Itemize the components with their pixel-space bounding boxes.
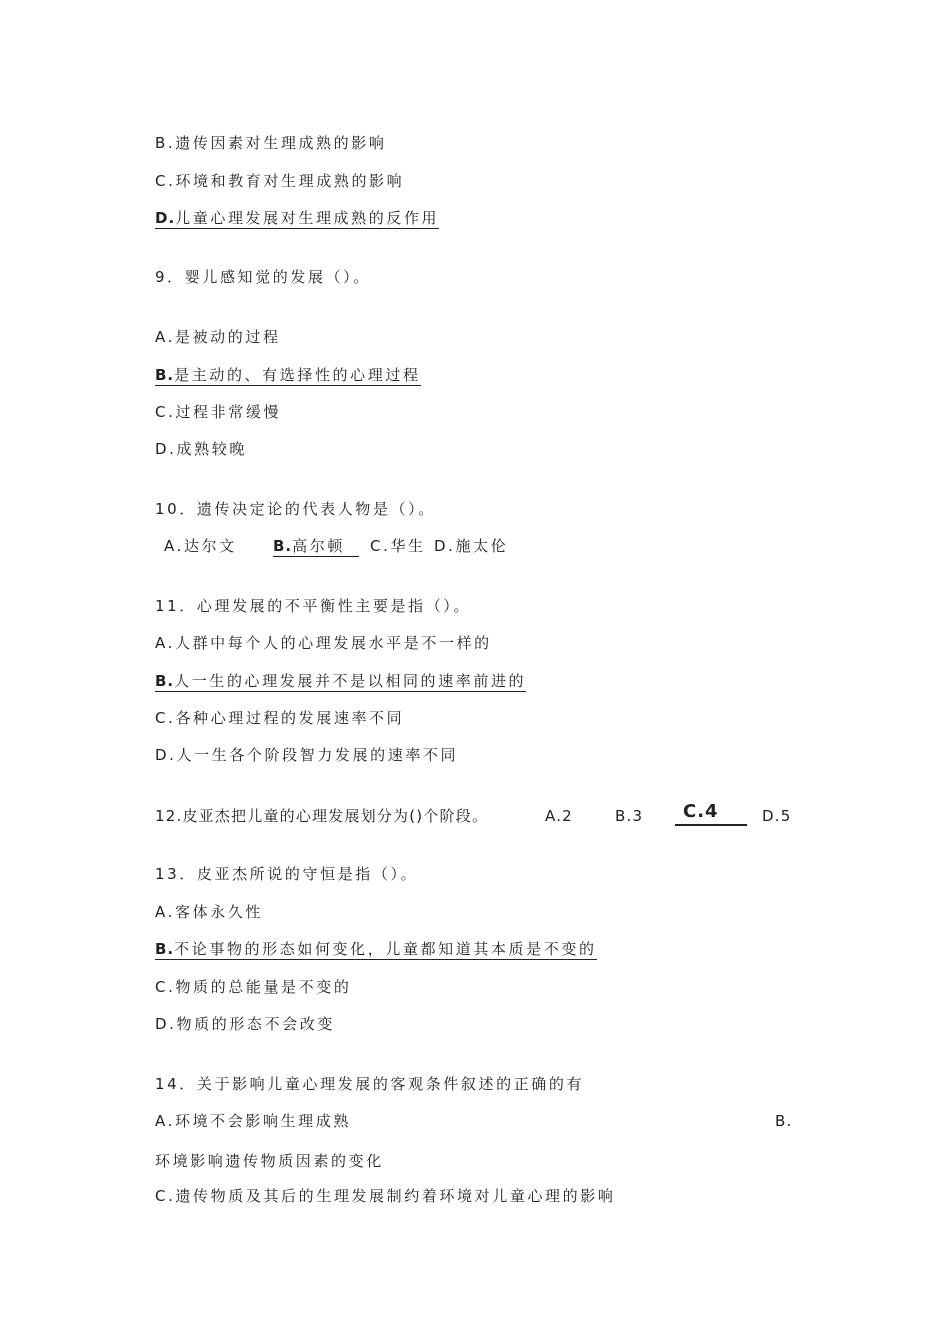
q9-option-a: A.是被动的过程 bbox=[155, 328, 281, 346]
q14-option-b-label: B. bbox=[775, 1112, 793, 1130]
q12-option-a: A.2 bbox=[545, 807, 573, 825]
q12-option-d: D.5 bbox=[762, 807, 792, 825]
q11-option-b-text: 人一生的心理发展并不是以相同的速率前进的 bbox=[174, 672, 527, 690]
q11-option-b bbox=[155, 671, 526, 691]
q9-option-d: D.成熟较晚 bbox=[155, 440, 247, 458]
q13-option-a: A.客体永久性 bbox=[155, 903, 263, 921]
q13-option-c: C.物质的总能量是不变的 bbox=[155, 978, 352, 996]
q11-question: 11．心理发展的不平衡性主要是指（）。 bbox=[155, 597, 471, 615]
q8-option-d-text: 儿童心理发展对生理成熟的反作用 bbox=[175, 209, 440, 227]
q8-option-d-letter: D. bbox=[155, 209, 176, 227]
q14-option-b-text: 环境影响遗传物质因素的变化 bbox=[155, 1152, 384, 1170]
q12-option-b: B.3 bbox=[615, 807, 644, 825]
q8-answer-underline bbox=[155, 209, 439, 229]
q9-question: 9．婴儿感知觉的发展（）。 bbox=[155, 268, 371, 286]
q11-option-c: C.各种心理过程的发展速率不同 bbox=[155, 709, 405, 727]
q8-option-c: C.环境和教育对生理成熟的影响 bbox=[155, 172, 405, 190]
q10-answer-underline bbox=[273, 537, 359, 557]
q9-answer-underline bbox=[155, 366, 421, 386]
q11-option-b-letter: B. bbox=[155, 672, 175, 690]
q13-option-b-letter: B. bbox=[155, 940, 175, 958]
q11-option-d: D.人一生各个阶段智力发展的速率不同 bbox=[155, 746, 459, 764]
q11-option-a: A.人群中每个人的心理发展水平是不一样的 bbox=[155, 634, 492, 652]
q10-option-d: D.施太伦 bbox=[434, 537, 509, 555]
q11-answer-underline bbox=[155, 672, 526, 692]
q10-option-b-letter: B. bbox=[273, 537, 293, 555]
q8-option-d bbox=[155, 208, 439, 228]
q14-question: 14．关于影响儿童心理发展的客观条件叙述的正确的有 bbox=[155, 1075, 585, 1093]
q14-option-c: C.遗传物质及其后的生理发展制约着环境对儿童心理的影响 bbox=[155, 1187, 616, 1205]
q10-option-a: A.达尔文 bbox=[164, 537, 237, 555]
q10-option-b bbox=[273, 536, 359, 556]
q9-option-c: C.过程非常缓慢 bbox=[155, 403, 282, 421]
q10-question: 10．遗传决定论的代表人物是（）。 bbox=[155, 500, 436, 518]
q14-option-a: A.环境不会影响生理成熟 bbox=[155, 1112, 351, 1130]
q9-option-b-letter: B. bbox=[155, 366, 175, 384]
q12-option-c: C.4 bbox=[675, 802, 747, 826]
q12-question: 12.皮亚杰把儿童的心理发展划分为()个阶段。 bbox=[155, 807, 489, 825]
q13-answer-underline bbox=[155, 940, 597, 960]
q9-option-b-text: 是主动的、有选择性的心理过程 bbox=[174, 366, 421, 384]
q10-option-b-text: 高尔顿 bbox=[292, 537, 345, 555]
q13-option-d: D.物质的形态不会改变 bbox=[155, 1015, 335, 1033]
q9-option-b bbox=[155, 365, 421, 385]
q13-question: 13．皮亚杰所说的守恒是指（）。 bbox=[155, 865, 419, 883]
q13-option-b-text: 不论事物的形态如何变化，儿童都知道其本质是不变的 bbox=[174, 940, 597, 958]
q13-option-b bbox=[155, 939, 597, 959]
q10-option-c: C.华生 bbox=[370, 537, 426, 555]
q8-option-b: B.遗传因素对生理成熟的影响 bbox=[155, 134, 387, 152]
